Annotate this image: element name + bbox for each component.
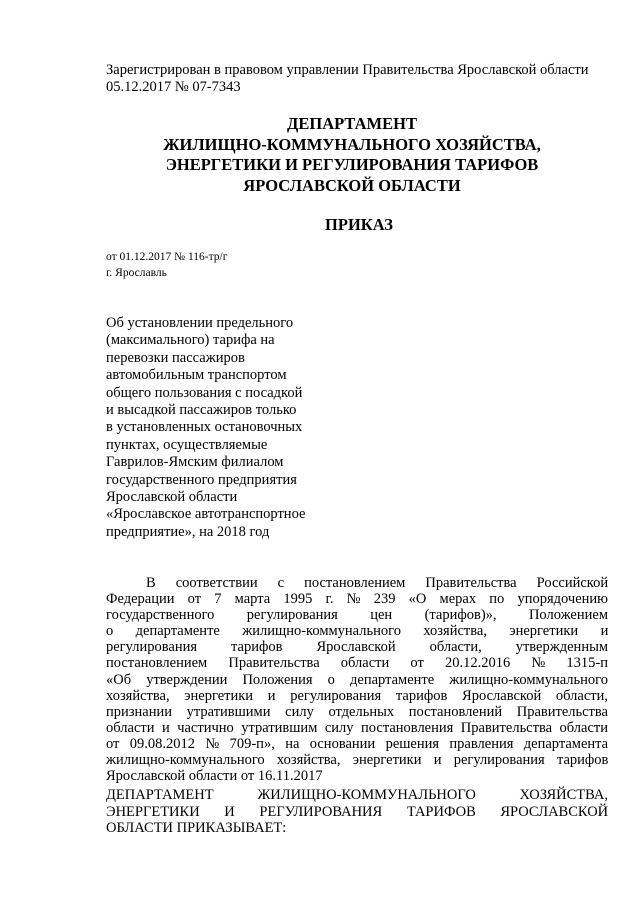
- department-heading: [0, 114, 640, 196]
- subject-line: и высадкой пассажиров только: [106, 402, 297, 419]
- order-line: ЭНЕРГЕТИКИ И РЕГУЛИРОВАНИЯ ТАРИФОВ ЯРОСЛАВСКОЙ: [106, 803, 609, 820]
- registration-line-1: Зарегистрирован в правовом управлении Правительства Ярославской области: [106, 62, 589, 78]
- subject-line: Гаврилов-Ямским филиалом: [106, 454, 284, 471]
- preamble-line: регулирования тарифов Ярославской области, утвержденным: [106, 639, 608, 656]
- preamble-line: Ярославской области от 16.11.2017: [106, 768, 323, 785]
- subject-line: Ярославской области: [106, 489, 238, 506]
- order-line: ДЕПАРТАМЕНТ ЖИЛИЩНО-КОММУНАЛЬНОГО ХОЗЯЙСТВА,: [106, 787, 608, 803]
- preamble-line: жилищно-коммунального хозяйства, энергетики и регулирования тарифов: [106, 752, 609, 769]
- subject-line: Об установлении предельного: [106, 315, 294, 331]
- preamble-line: от 09.08.2012 № 709-п», на основании решения правления департамента: [106, 735, 609, 752]
- date-number: от 01.12.2017 № 116-тр/г: [106, 251, 228, 263]
- subject-line: пунктах, осуществляемые: [106, 436, 268, 453]
- subject-line: предприятие», на 2018 год: [106, 523, 270, 540]
- preamble-line: области и частично утратившим силу постановления Правительства области: [106, 719, 608, 736]
- preamble-line: признании утратившими силу отдельных постановлений Правительства: [106, 703, 608, 720]
- subject-line: общего пользования с посадкой: [106, 384, 303, 401]
- document-type: ПРИКАЗ: [325, 215, 393, 234]
- heading-line: ЭНЕРГЕТИКИ И РЕГУЛИРОВАНИЯ ТАРИФОВ: [165, 155, 539, 174]
- preamble-line: Федерации от 7 марта 1995 г. № 239 «О мерах по упорядочению: [106, 591, 608, 608]
- document-title: [0, 215, 640, 235]
- preamble-paragraph: [106, 575, 608, 784]
- preamble-line: «Об утверждении Положения о департаменте жилищно-коммунального: [106, 671, 608, 688]
- subject-line: перевозки пассажиров: [106, 349, 245, 366]
- registration-line-2: 05.12.2017 № 07-7343: [106, 79, 241, 95]
- order-line: ОБЛАСТИ ПРИКАЗЫВАЕТ:: [106, 820, 287, 836]
- subject-line: автомобильным транспортом: [106, 367, 287, 384]
- document-meta: [106, 249, 227, 281]
- heading-line: ЖИЛИЩНО-КОММУНАЛЬНОГО ХОЗЯЙСТВА,: [163, 134, 541, 154]
- order-statement: [106, 787, 608, 837]
- preamble-line: о департаменте жилищно-коммунального хозяйства, энергетики и: [106, 623, 609, 640]
- preamble-line: хозяйства, энергетики и регулирования тарифов Ярославской области,: [106, 687, 608, 704]
- preamble-line: постановлением Правительства области от 20.12.2016 № 1315-п: [106, 655, 608, 672]
- subject-block: [106, 315, 326, 541]
- subject-line: государственного предприятия: [106, 471, 297, 488]
- subject-line: «Ярославское автотранспортное: [106, 506, 306, 523]
- preamble-line: государственного регулирования цен (тарифов)», Положением: [106, 607, 608, 624]
- subject-line: в установленных остановочных: [106, 419, 303, 436]
- city: г. Ярославль: [106, 267, 167, 279]
- heading-line: ЯРОСЛАВСКОЙ ОБЛАСТИ: [243, 175, 461, 195]
- registration-note: [106, 62, 589, 96]
- preamble-line: В соответствии с постановлением Правительства Российской: [146, 575, 609, 591]
- heading-line: ДЕПАРТАМЕНТ: [287, 114, 417, 133]
- subject-line: (максимального) тарифа на: [106, 332, 275, 349]
